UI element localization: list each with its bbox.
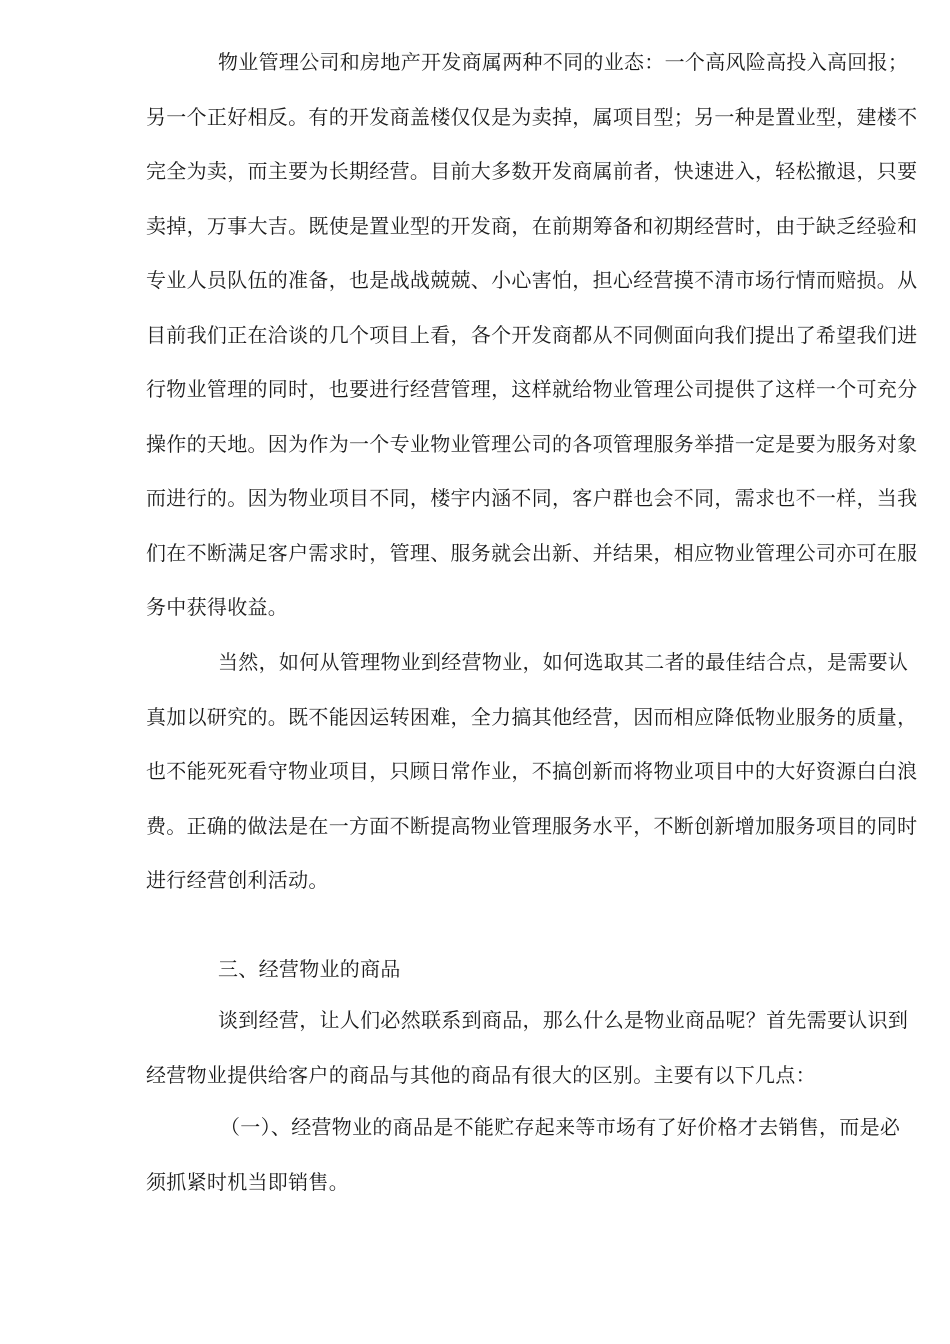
paragraph-1 (146, 48, 918, 648)
text-line: 完全为卖，而主要为长期经营。目前大多数开发商属前者，快速进入，轻松撤退，只要 (146, 159, 918, 183)
paragraph-2 (146, 648, 918, 921)
text-line: 目前我们正在洽谈的几个项目上看，各个开发商都从不同侧面向我们提出了希望我们进 (146, 322, 918, 347)
text-line: 们在不断满足客户需求时，管理、服务就会出新、并结果，相应物业管理公司亦可在服 (146, 540, 918, 565)
text-line: 而进行的。因为物业项目不同，楼宇内涵不同，客户群也会不同，需求也不一样，当我 (146, 486, 918, 510)
text-line: 谈到经营，让人们必然联系到商品，那么什么是物业商品呢？首先需要认识到 (218, 1008, 909, 1032)
text-line: （一）、经营物业的商品是不能贮存起来等市场有了好价格才去销售，而是必 (220, 1115, 901, 1139)
paragraph-4 (146, 1006, 909, 1115)
text-line: 费。正确的做法是在一方面不断提高物业管理服务水平，不断创新增加服务项目的同时 (146, 813, 918, 838)
paragraph-5 (146, 1113, 901, 1222)
text-line: 须抓紧时机当即销售。 (146, 1169, 349, 1194)
text-line: 物业管理公司和房地产开发商属两种不同的业态：一个高风险高投入高回报； (218, 50, 909, 74)
text-line: 当然，如何从管理物业到经营物业，如何选取其二者的最佳结合点，是需要认 (218, 650, 909, 674)
text-line: 行物业管理的同时，也要进行经营管理，这样就给物业管理公司提供了这样一个可充分 (146, 377, 918, 401)
section-heading (146, 955, 872, 983)
text-line: 卖掉，万事大吉。既使是置业型的开发商，在前期筹备和初期经营时，由于缺乏经验和 (146, 213, 918, 238)
text-line: 进行经营创利活动。 (146, 868, 329, 892)
text-line: 另一个正好相反。有的开发商盖楼仅仅是为卖掉，属项目型；另一种是置业型，建楼不 (146, 104, 918, 129)
text-line: 真加以研究的。既不能因运转困难，全力搞其他经营，因而相应降低物业服务的质量， (146, 704, 918, 729)
text-line: 专业人员队伍的准备，也是战战兢兢、小心害怕，担心经营摸不清市场行情而赔损。从 (146, 268, 918, 292)
heading-text: 三、经营物业的商品 (218, 957, 401, 981)
text-line: 务中获得收益。 (146, 595, 289, 619)
text-line: 也不能死死看守物业项目，只顾日常作业，不搞创新而将物业项目中的大好资源白白浪 (146, 759, 918, 783)
text-line: 操作的天地。因为作为一个专业物业管理公司的各项管理服务举措一定是要为服务对象 (146, 431, 918, 456)
text-line: 经营物业提供给客户的商品与其他的商品有很大的区别。主要有以下几点： (146, 1062, 816, 1087)
